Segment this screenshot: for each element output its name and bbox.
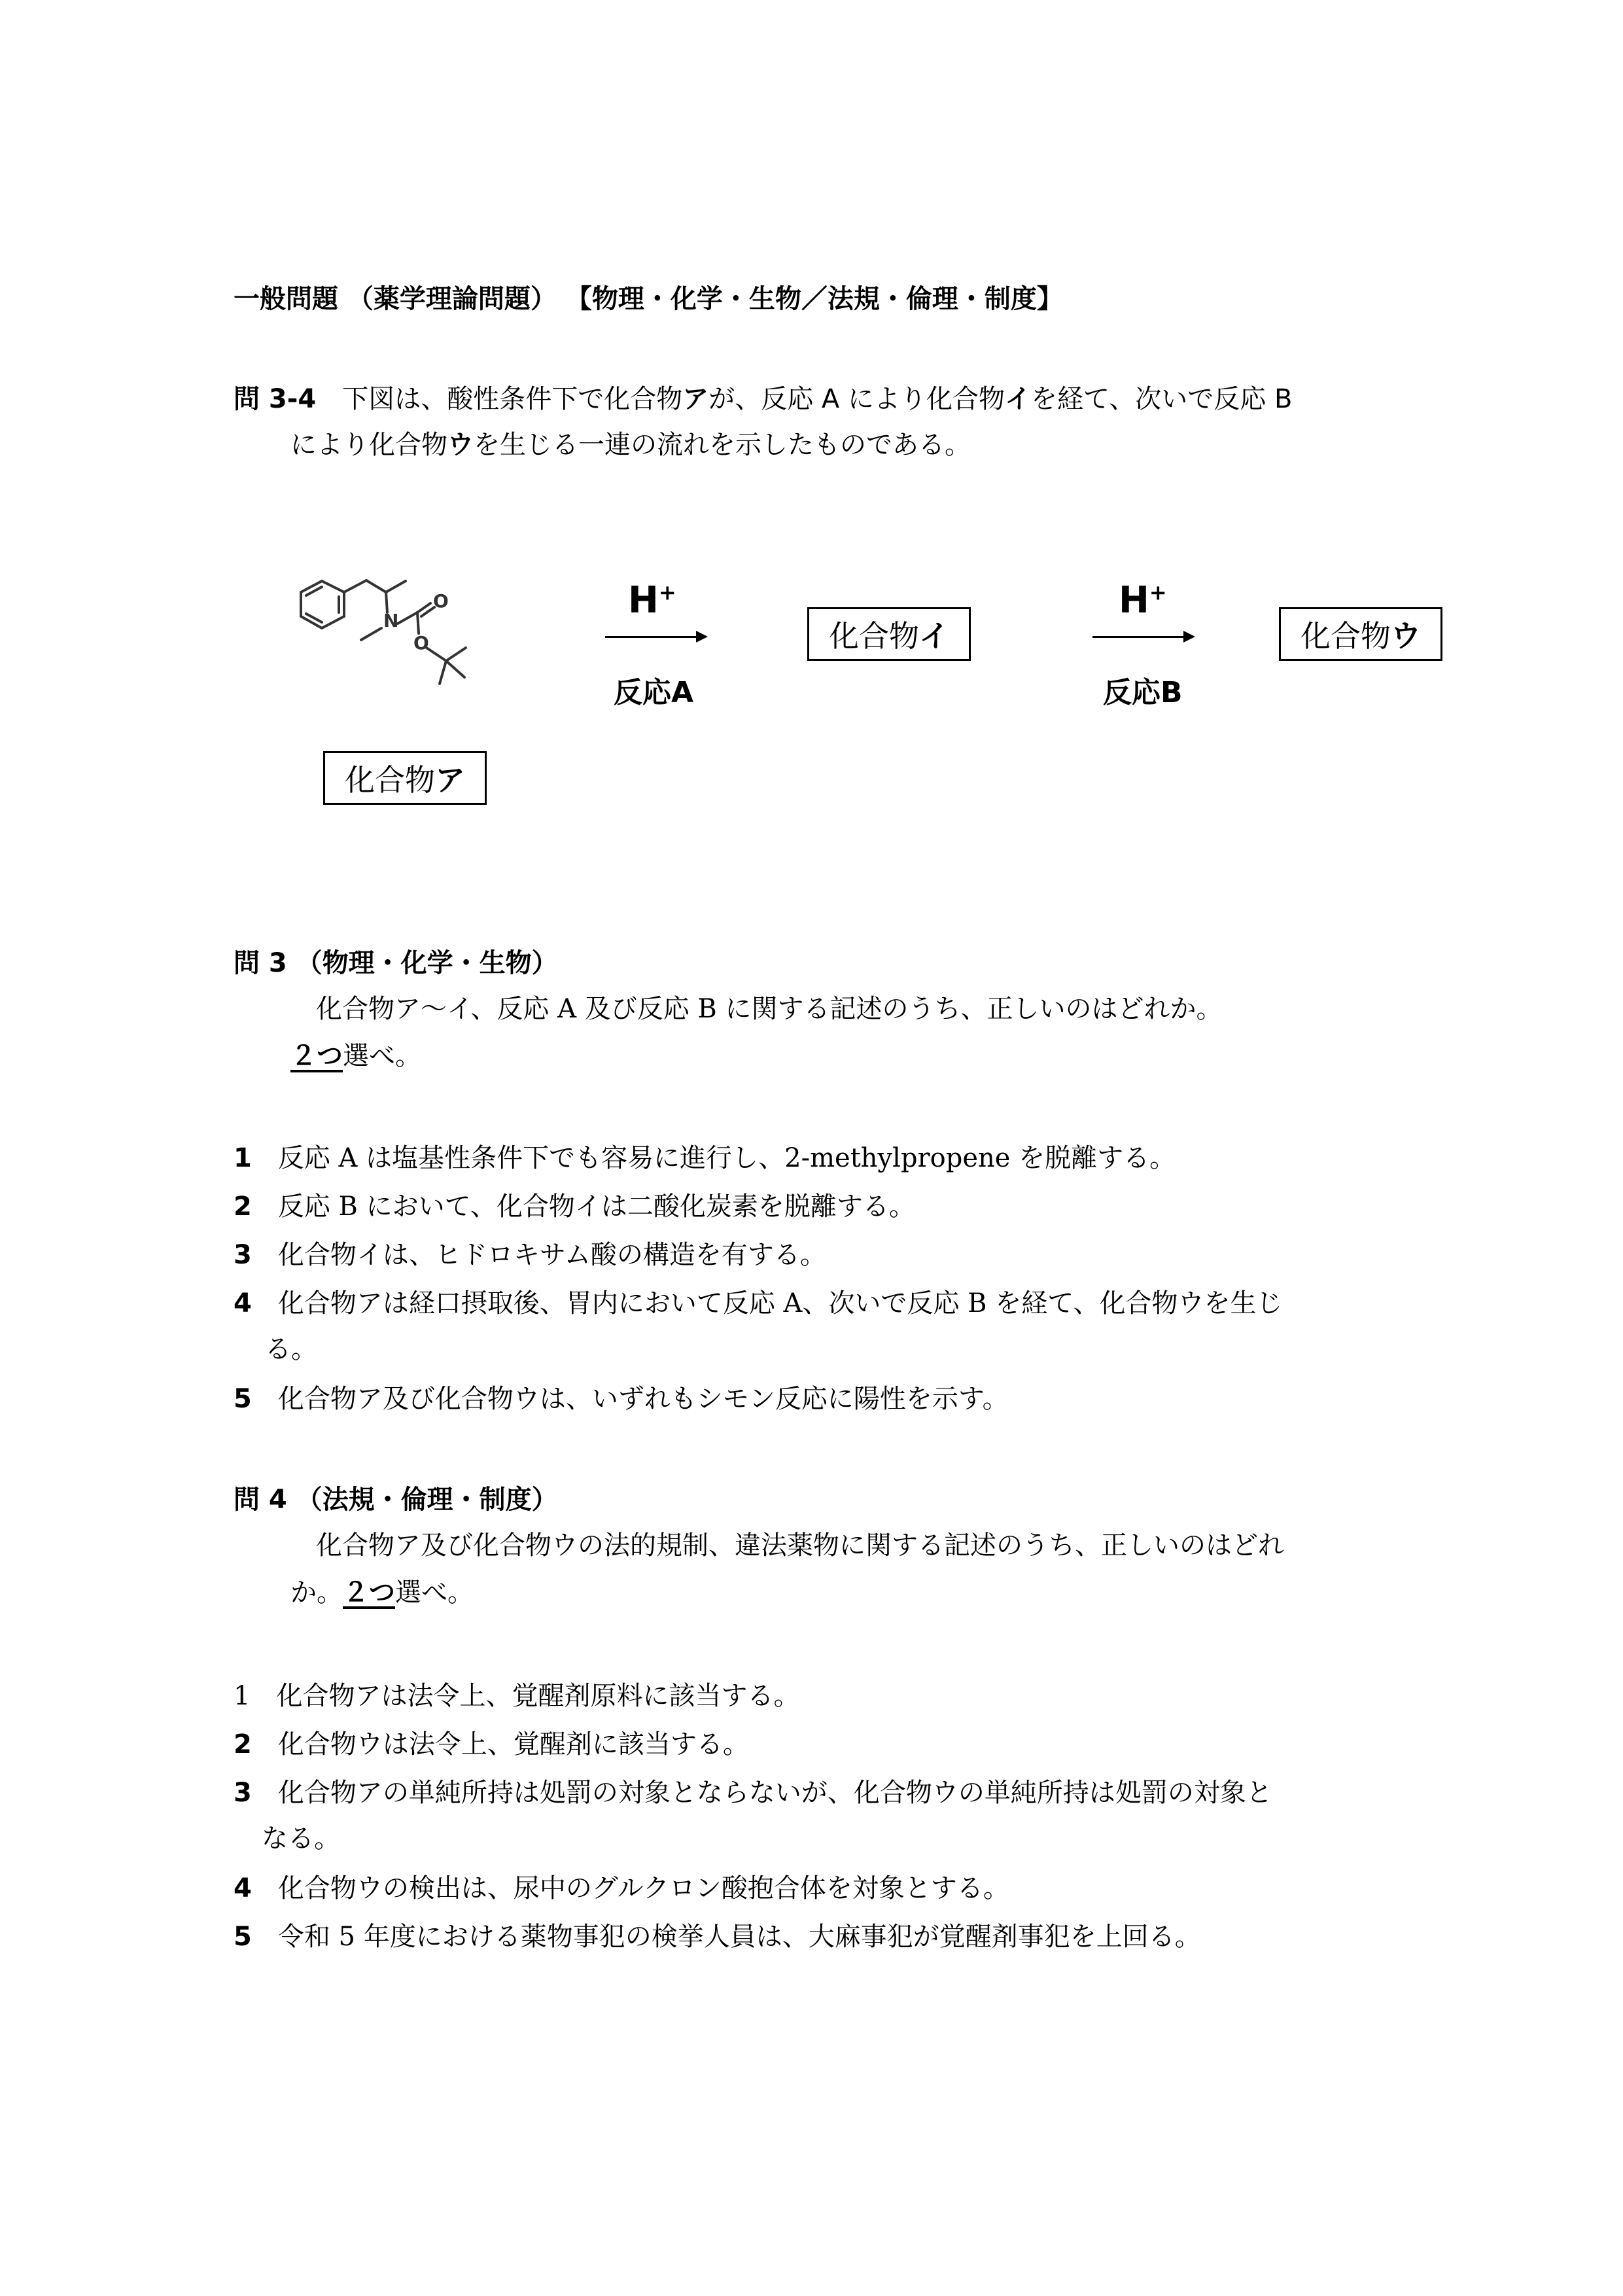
reaction-b-label: 反応B [1103, 676, 1183, 709]
compound-u-label: 化合物 ウ [1279, 607, 1442, 661]
q3-title: 問 3 （物理・化学・生物） [234, 948, 558, 978]
q3-stem-line-1: 化合物ア～イ、反応 A 及び反応 B に関する記述のうち、正しいのはどれか。 [316, 994, 1223, 1024]
intro-line-1: 問 3-4 下図は、酸性条件下で化合物アが、反応 A により化合物イを経て、次いで反応 B [234, 384, 1293, 414]
reaction-arrow-a [605, 636, 705, 638]
q4-option-5[interactable]: 5 令和 5 年度における薬物事犯の検挙人員は、大麻事犯が覚醒剤事犯を上回る。 [234, 1922, 1201, 1952]
q3-option-4-continuation: る。 [265, 1334, 317, 1364]
q3-option-1[interactable]: 1 反応 A は塩基性条件下でも容易に進行し、2-methylpropene を脱離する。 [234, 1143, 1176, 1173]
q4-option-2[interactable]: 2 化合物ウは法令上、覚醒剤に該当する。 [234, 1729, 749, 1759]
q4-option-3[interactable]: 3 化合物アの単純所持は処罰の対象とならないが、化合物ウの単純所持は処罰の対象と [234, 1778, 1272, 1808]
reagent-h-plus-b: H+ [1119, 579, 1167, 622]
q3-stem-line-2: ２つ選べ。 [290, 1041, 421, 1071]
atom-o-ester: O [413, 632, 429, 654]
q4-option-3-continuation: なる。 [262, 1824, 340, 1854]
q3-option-5[interactable]: 5 化合物ア及び化合物ウは、いずれもシモン反応に陽性を示す。 [234, 1384, 1009, 1414]
reagent-h-plus-a: H+ [628, 579, 676, 622]
question-number: 問 3-4 [234, 384, 317, 414]
compound-i-label: 化合物 イ [807, 607, 971, 661]
q4-option-1[interactable]: 1 化合物アは法令上、覚醒剤原料に該当する。 [234, 1681, 800, 1711]
intro-line-2: により化合物ウを生じる一連の流れを示したものである。 [290, 430, 971, 460]
atom-n: N [383, 610, 399, 631]
q4-stem-line-2: か。２つ選べ。 [290, 1578, 474, 1608]
q3-option-3[interactable]: 3 化合物イは、ヒドロキサム酸の構造を有する。 [234, 1240, 826, 1270]
q3-option-4[interactable]: 4 化合物アは経口摂取後、胃内において反応 A、次いで反応 B を経て、化合物ウを生じ [234, 1288, 1283, 1318]
section-header: 一般問題 （薬学理論問題） 【物理・化学・生物／法規・倫理・制度】 [234, 284, 1063, 314]
compound-a-structure [288, 556, 523, 752]
q3-option-2[interactable]: 2 反応 B において、化合物イは二酸化炭素を脱離する。 [234, 1192, 915, 1222]
reaction-a-label: 反応A [614, 676, 694, 709]
q4-stem-line-1: 化合物ア及び化合物ウの法的規制、違法薬物に関する記述のうち、正しいのはどれ [316, 1530, 1284, 1561]
reaction-arrow-b [1092, 636, 1193, 638]
q4-title: 問 4 （法規・倫理・制度） [234, 1485, 558, 1515]
q4-option-4[interactable]: 4 化合物ウの検出は、尿中のグルクロン酸抱合体を対象とする。 [234, 1873, 1009, 1903]
compound-a-label: 化合物 ア [323, 751, 487, 805]
atom-o-carbonyl: O [433, 590, 449, 612]
